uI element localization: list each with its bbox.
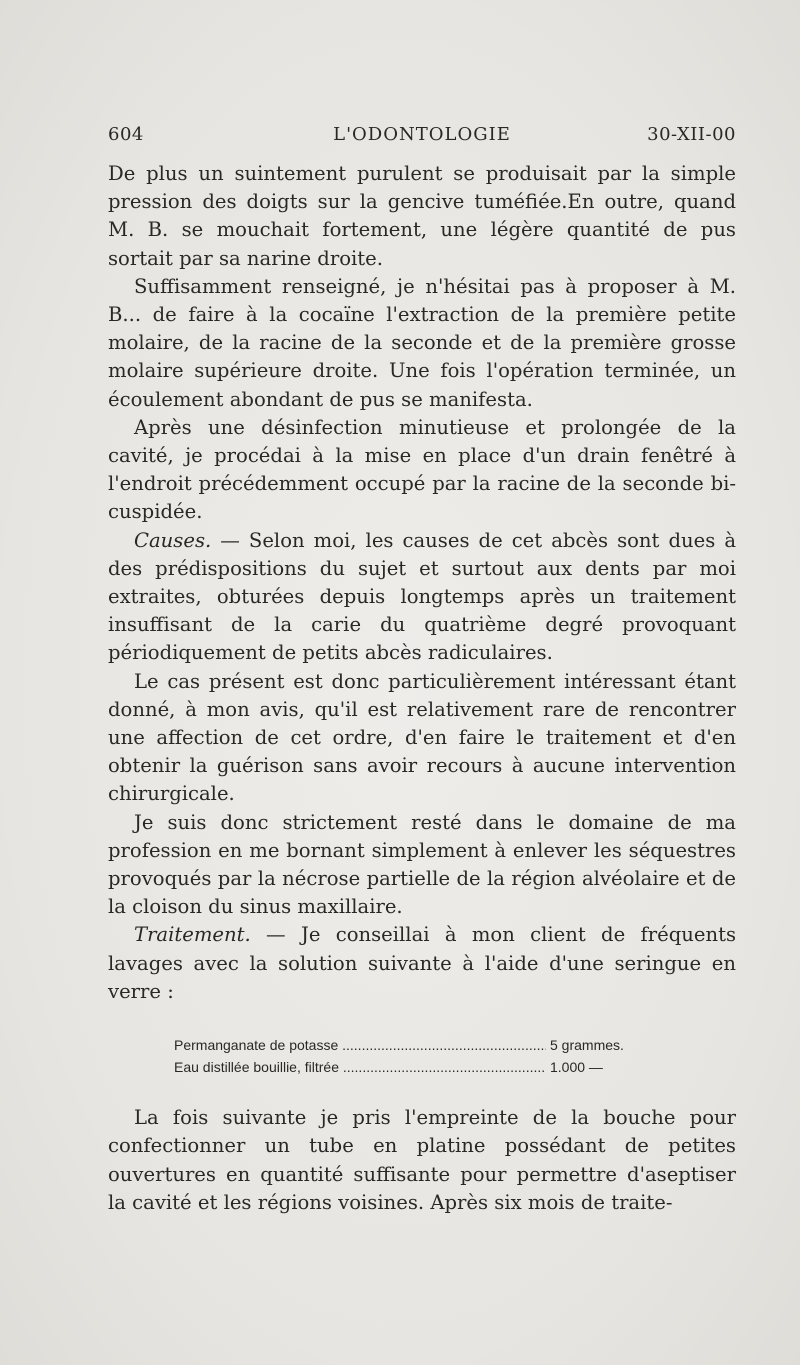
paragraph-7 [108, 921, 736, 1006]
paragraph-1: De plus un suintement purulent se produisait par la simple pression des doigts sur la gencive tuméfiée.En outre, quand M. B. se mouchait fortement, une légère quantité de pus sortait par sa narine droite. [108, 162, 736, 270]
causes-text: — Selon moi, les causes de cet abcès sont dues à des prédispositions du sujet et surtout aux dents par moi extraites, obturées depuis longtemps après un traitement insuffisant de la carie du quatrième degré provoquant périodiquement de petits abcès radiculaires. [108, 528, 736, 665]
paragraph-3: Après une désinfection minutieuse et prolongée de la cavité, je procédai à la mise en place d'un drain fenêtré à l'endroit précédemment occupé par la racine de la seconde bi-cuspidée. [108, 415, 736, 524]
paragraph-6: Je suis donc strictement resté dans le domaine de ma profession en me bornant simplement à enlever les séquestres provoqués par la nécrose partielle de la région alvéolaire et de la cloison du sinus maxillaire. [108, 810, 736, 919]
treatment-text: — Je conseillai à mon client de fréquents lavages avec la solution suivante à l'aide d'une seringue en verre : [108, 923, 736, 1003]
paragraph-2: Suffisamment renseigné, je n'hésitai pas à proposer à M. B... de faire à la cocaïne l'extraction de la première petite molaire, de la racine de la seconde et de la première grosse molaire supérieure droite. Une fois l'opération terminée, un écoulement abondant de pus se manifesta. [108, 274, 736, 411]
journal-title: L'ODONTOLOGIE [333, 124, 511, 145]
treatment-heading: Traitement. [134, 923, 251, 947]
formula-table [174, 1034, 668, 1078]
formula-ingredient: Permanganate de potasse ..... [174, 1034, 546, 1056]
formula-quantity: 5 grammes. [550, 1037, 624, 1054]
formula-row [174, 1034, 668, 1056]
formula-quantity: 1.000 — [550, 1059, 603, 1076]
formula-ingredient: Eau distillée bouillie, filtrée ..... [174, 1056, 546, 1078]
paragraph-5: Le cas présent est donc particulièrement intéressant étant donné, à mon avis, qu'il est relativement rare de rencontrer une affection de cet ordre, d'en faire le traitement et d'en obtenir la guérison sans avoir recours à aucune intervention chirurgicale. [108, 669, 736, 806]
running-header [108, 124, 736, 152]
article-body [108, 160, 736, 1217]
paragraph-8: La fois suivante je pris l'empreinte de la bouche pour confectionner un tube en platine possédant de petites ouvertures en quantité suffisante pour permettre d'aseptiser la cavité et les régions voisines. Après six mois de traite- [108, 1106, 736, 1214]
page-number: 604 [108, 124, 144, 145]
paragraph-4 [108, 527, 736, 668]
causes-heading: Causes. [134, 528, 212, 552]
formula-row [174, 1056, 668, 1078]
issue-date: 30-XII-00 [647, 124, 736, 145]
